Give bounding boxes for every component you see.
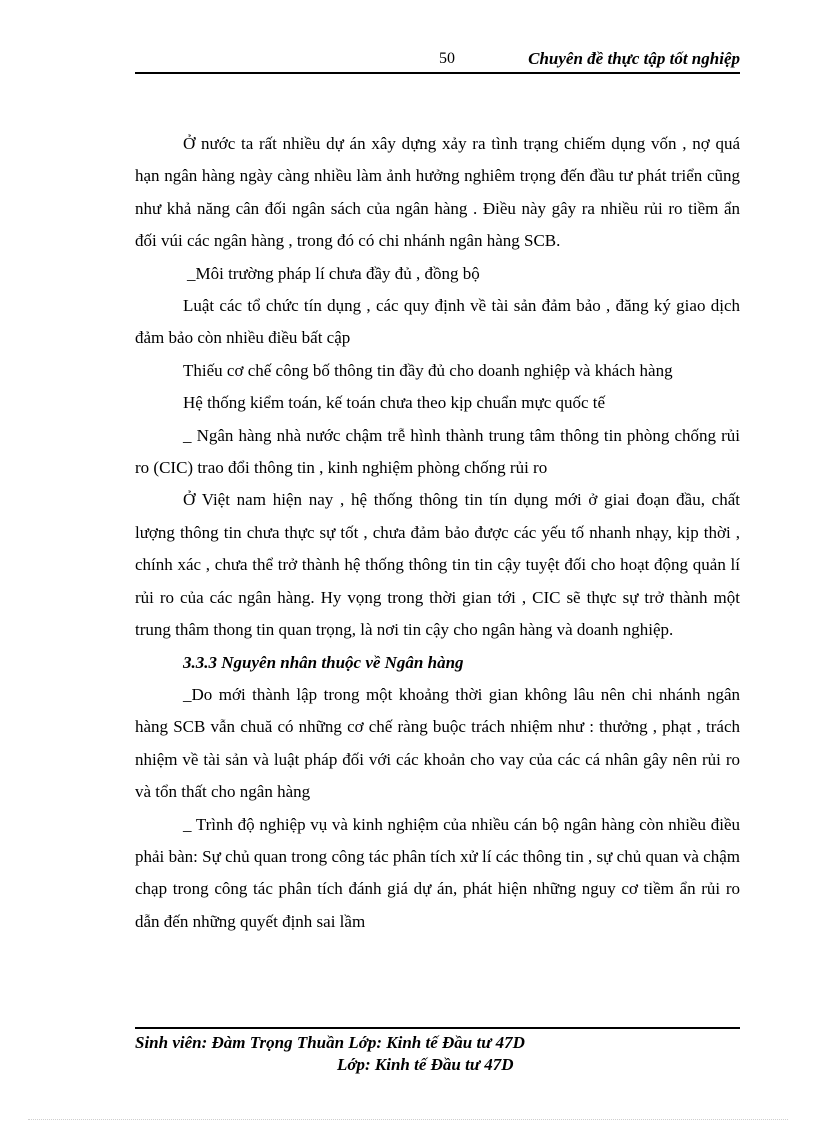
paragraph: Luật các tổ chức tín dụng , các quy định về tài sản đảm bảo , đăng ký giao dịch đảm bảo còn nhiều điều bất cập (135, 296, 740, 348)
paragraph: Hệ thống kiểm toán, kế toán chưa theo kịp chuẩn mực quốc tế (183, 393, 606, 413)
paragraph: _ Ngân hàng nhà nước chậm trễ hình thành trung tâm thông tin phòng chống rủi ro (CIC) trao đổi thông tin , kinh nghiệm phòng chống rủi ro (135, 425, 740, 478)
paragraph: Thiếu cơ chế công bố thông tin đầy đủ cho doanh nghiệp và khách hàng (183, 360, 673, 380)
paragraph: _Do mới thành lập trong một khoảng thời gian không lâu nên chi nhánh ngân hàng SCB vẫn chuă có những cơ chế ràng buộc trách nhiệm như : thưởng , phạt , trách nhiệm về tài sản và luật pháp đối với các khoản cho vay của các cá nhân gây nên rủi ro và tổn thất cho ngân hàng (135, 684, 740, 802)
page-edge-divider (28, 1119, 788, 1120)
paragraph: _ Trình độ nghiệp vụ và kinh nghiệm của nhiều cán bộ ngân hàng còn nhiều điều phải bàn: Sự chủ quan trong công tác phân tích xử lí các thông tin , sự chủ quan và chậm chạp trong công tác phân tích đánh giá dự án, phát hiện những nguy cơ tiềm ẩn rủi ro dẫn đến những quyết định sai lầm (135, 814, 740, 931)
footer-divider (135, 1027, 740, 1029)
paragraph: _Môi trường pháp lí chưa đầy đủ , đồng bộ (187, 263, 480, 283)
header-title: Chuyên đề thực tập tốt nghiệp (528, 49, 740, 68)
paragraph: Ở Việt nam hiện nay , hệ thống thông tin tín dụng mới ở giai đoạn đầu, chất lượng thông tin chưa thực sự tốt , chưa đảm bảo được các yếu tố nhanh nhạy, kịp thời , chính xác , chưa thể trở thành hệ thống thông tin tin cậy tuyệt đối cho hoạt động quản lí rủi ro của các ngân hàng. Hy vọng trong thời gian tới , CIC sẽ thực sự trở thành một trung thâm thong tin quan trọng, là nơi tin cậy cho ngân hàng và doanh nghiệp. (135, 490, 740, 640)
section-heading: 3.3.3 Nguyên nhân thuộc về Ngân hàng (183, 652, 464, 672)
page-header (135, 48, 740, 74)
paragraph: Ở nước ta rất nhiều dự án xây dựng xảy ra tình trạng chiếm dụng vốn , nợ quá hạn ngân hàng ngày càng nhiều làm ảnh hưởng nghiêm trọng đến đầu tư phát triển cũng như khả năng cân đối ngân sách của ngân hàng . Điều này gây ra nhiều rủi ro tiềm ẩn đối vúi các ngân hàng , trong đó có chi nhánh ngân hàng SCB. (135, 134, 740, 251)
body-text (135, 128, 740, 938)
page-number: 50 (439, 50, 455, 67)
footer-class: Lớp: Kinh tế Đầu tư 47D (337, 1055, 514, 1074)
footer-student: Sinh viên: Đàm Trọng Thuần Lớp: Kinh tế Đầu tư 47D (135, 1033, 525, 1052)
